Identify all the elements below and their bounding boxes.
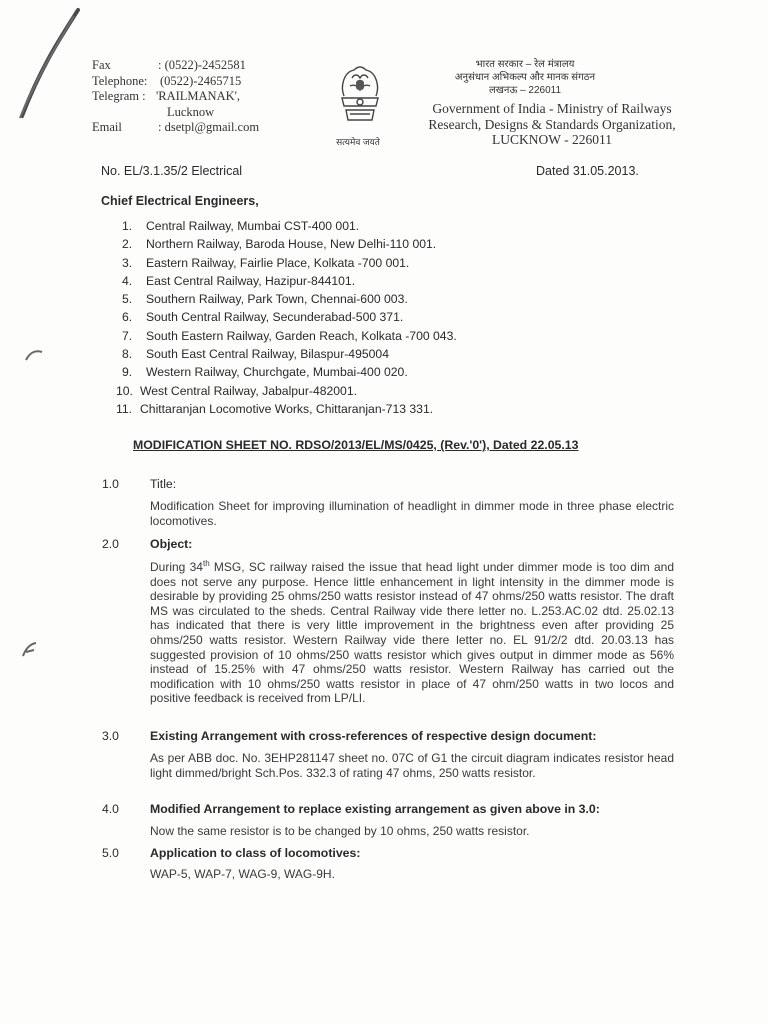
letter-date: Dated 31.05.2013. bbox=[536, 164, 639, 178]
org-line-3: LUCKNOW - 226011 bbox=[492, 132, 612, 147]
list-item: 4. East Central Railway, Hazipur-844101. bbox=[122, 273, 356, 288]
email-label: Email bbox=[92, 120, 122, 134]
list-item: 8. South East Central Railway, Bilaspur-495004 bbox=[122, 347, 389, 362]
organization-header bbox=[412, 101, 692, 148]
telegram-label: Telegram : bbox=[92, 89, 146, 103]
national-emblem bbox=[330, 62, 390, 147]
section-body: Now the same resistor is to be changed by 10 ohms, 250 watts resistor. bbox=[150, 824, 530, 838]
pen-stroke-mark bbox=[8, 4, 80, 124]
fax-label: Fax bbox=[92, 58, 111, 72]
hole-punch-mark bbox=[24, 348, 44, 364]
section-number: 3.0 bbox=[102, 729, 119, 743]
section-heading: Title: bbox=[150, 477, 177, 491]
telephone-label: Telephone: bbox=[92, 73, 148, 88]
section-number: 1.0 bbox=[102, 477, 119, 491]
list-item: 3. Eastern Railway, Fairlie Place, Kolkata -700 001. bbox=[122, 255, 410, 270]
reference-number: No. EL/3.1.35/2 Electrical bbox=[101, 164, 243, 178]
list-item: 7. South Eastern Railway, Garden Reach, Kolkata -700 043. bbox=[122, 328, 457, 343]
list-item: 9. Western Railway, Churchgate, Mumbai-400 020. bbox=[122, 365, 408, 380]
hindi-header bbox=[400, 58, 650, 97]
fax-value: : (0522)-2452581 bbox=[158, 58, 246, 72]
list-item: 6. South Central Railway, Secunderabad-500 371. bbox=[122, 310, 404, 325]
hindi-line-2: अनुसंधान अभिकल्प और मानक संगठन bbox=[454, 72, 596, 83]
section-number: 4.0 bbox=[102, 802, 119, 816]
emblem-motto: सत्यमेव जयते bbox=[336, 137, 380, 147]
list-item: 11. Chittaranjan Locomotive Works, Chittaranjan-713 331. bbox=[116, 401, 434, 416]
section-body: As per ABB doc. No. 3EHP281147 sheet no. 07C of G1 the circuit diagram indicates resistor head light dimmed/bright Sch.Pos. 332.3 of rating 47 ohms, 250 watts resistor. bbox=[150, 751, 674, 780]
section-heading: Modified Arrangement to replace existing arrangement as given above in 3.0: bbox=[150, 802, 600, 816]
section-heading: Existing Arrangement with cross-references of respective design document: bbox=[150, 729, 597, 743]
telephone-value: (0522)-2465715 bbox=[160, 73, 242, 88]
hole-punch-mark bbox=[20, 640, 40, 660]
list-item: 2. Northern Railway, Baroda House, New Delhi-110 001. bbox=[122, 237, 437, 252]
telegram-value: 'RAILMANAK', bbox=[156, 89, 241, 103]
hindi-line-1: भारत सरकार – रेल मंत्रालय bbox=[475, 59, 575, 70]
contact-block bbox=[92, 58, 259, 136]
list-item: 5. Southern Railway, Park Town, Chennai-600 003. bbox=[122, 292, 408, 307]
list-item: 1. Central Railway, Mumbai CST-400 001. bbox=[122, 219, 360, 233]
section-body: WAP-5, WAP-7, WAG-9, WAG-9H. bbox=[150, 867, 335, 881]
telegram-city: Lucknow bbox=[167, 104, 215, 119]
hindi-line-3: लखनऊ – 226011 bbox=[488, 85, 562, 96]
email-value: : dsetpl@gmail.com bbox=[158, 120, 260, 134]
org-line-2: Research, Designs & Standards Organization, bbox=[428, 116, 676, 132]
recipients-heading: Chief Electrical Engineers, bbox=[101, 194, 259, 208]
lion-capital-icon bbox=[330, 62, 390, 132]
section-body: Modification Sheet for improving illumination of headlight in dimmer mode in three phase electric locomotives. bbox=[150, 499, 674, 528]
recipient-list bbox=[116, 217, 457, 418]
modification-sheet-title: MODIFICATION SHEET NO. RDSO/2013/EL/MS/0425, (Rev.'0'), Dated 22.05.13 bbox=[133, 438, 579, 452]
section-number: 2.0 bbox=[102, 537, 119, 551]
section-heading: Application to class of locomotives: bbox=[150, 846, 361, 860]
section-heading: Object: bbox=[150, 537, 193, 551]
list-item: 10. West Central Railway, Jabalpur-482001. bbox=[116, 383, 357, 398]
org-line-1: Government of India - Ministry of Railways bbox=[432, 101, 672, 116]
section-body: During 34th MSG, SC railway raised the issue that head light under dimmer mode is too dim and does not serve any purpose. Hence little enhancement in light intensity in the dimmer mode is desirable by providing 25 ohms/250 watts resistor instead of 47 ohms/250 watts resistor. The draft MS was circulated to the sheds. Central Railway vide there letter no. L.253.AC.02 dtd. 25.02.13 has indicated that there is very little improvement in the brightness even after providing 25 ohms/250 watts resistor. Western Railway vide there letter no. EL 91/2/2 dtd. 20.03.13 has suggested provision of 10 ohms/250 watts resistor which gives output in dimmer mode as 56% instead of 15.25% with 47 ohms/250 watts resistor. Western Railway has carried out the modification with 10 ohms/250 watts resistor in place of 47 ohm/250 watts in two locos and positive feedback is received from LP/LI. bbox=[150, 559, 675, 706]
section-number: 5.0 bbox=[102, 846, 119, 860]
